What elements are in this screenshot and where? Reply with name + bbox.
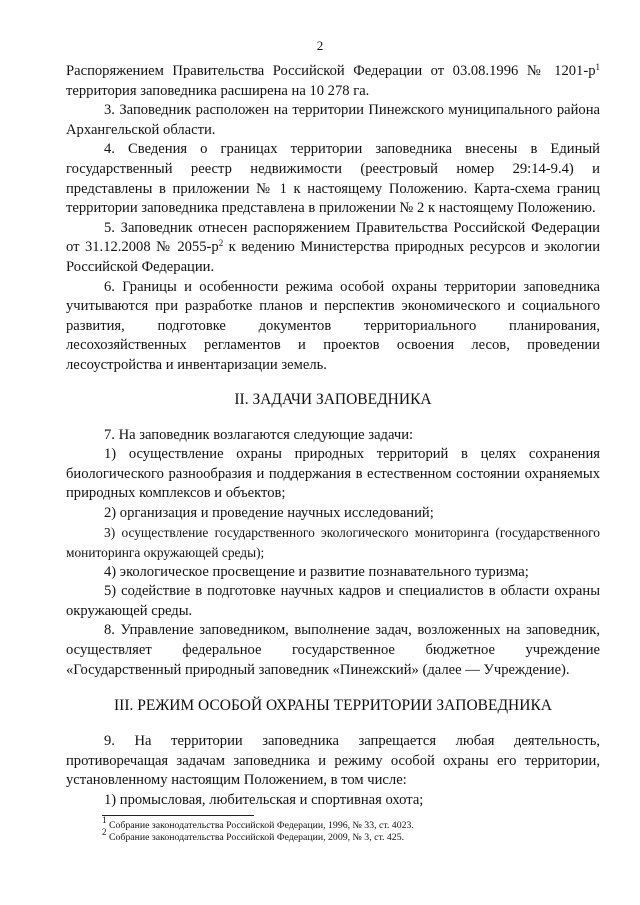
task-item-2: 2) организация и проведение научных исследований; <box>104 504 434 521</box>
document-body <box>66 62 600 811</box>
footnote-ref-2: 2 <box>218 238 224 249</box>
paragraph-5: 5. Заповедник отнесен распоряжением Правительства Российской Федерации от 31.12.2008 № $2055-р^2$ к ведению Министерства природных ресурсов и экологии Российской Федерации. <box>66 219 601 275</box>
paragraph-9: 9. На территории заповедника запрещается любая деятельность, противоречащая задачам заповедника и режиму особой охраны его территории, установленному настоящим Положением, в том числе: <box>66 733 600 789</box>
task-item-3: 3) осуществление государственного экологического мониторинга (государственного мониторинга окружающей среды); <box>66 525 600 561</box>
footnote-1: $^1$ Собрание законодательства Российской Федерации, 1996, № 33, ст. 4023. <box>102 815 414 831</box>
footnote-ref-1: 1 <box>595 62 600 72</box>
paragraph-3: 3. Заповедник расположен на территории Пинежского муниципального района Архангельской области. <box>66 102 600 138</box>
prohibition-item-1: 1) промысловая, любительская и спортивная охота; <box>104 792 424 808</box>
paragraph-8: 8. Управление заповедником, выполнение задач, возложенных на заповедник, осуществляет федеральное государственное бюджетное учреждение «Государственный природный заповедник «Пинежский» (далее — Учреждение). <box>66 622 600 678</box>
paragraph-6: 6. Границы и особенности режима особой охраны территории заповедника учитываются при разработке планов и перспектив экономического и социального развития, подготовке документов территориального планирования, лесохозяйственных регламентов и проектов освоения лесов, проведении лесоустройства и инвентаризации земель. <box>66 278 600 373</box>
task-item-1: 1) осуществление охраны природных территорий в целях сохранения биологического разнообразия и поддержания в естественном состоянии охраняемых природных комплексов и объектов; <box>66 446 600 502</box>
section-heading-tasks: II. ЗАДАЧИ ЗАПОВЕДНИКА <box>234 390 432 408</box>
task-item-5: 5) содействие в подготовке научных кадров и специалистов в области охраны окружающей среды. <box>66 583 600 619</box>
footnote-separator <box>102 815 254 816</box>
task-item-4: 4) экологическое просвещение и развитие познавательного туризма; <box>104 563 529 580</box>
paragraph-4: 4. Сведения о границах территории заповедника внесены в Единый государственный реестр недвижимости (реестровый номер 29:14-9.4) и представлены в приложении № 1 к настоящему Положению. Карта-схема границ территории заповедника представлена в приложении № 2 к настоящему Положению. <box>66 141 600 217</box>
footnote-2: $^2$ Собрание законодательства Российской Федерации, 2009, № 3, ст. 425. <box>102 827 405 843</box>
page-number: 2 <box>316 38 324 53</box>
paragraph-decree-1996: Распоряжением Правительства Российской Федерации от 03.08.1996 № $1201-р^1$ территория заповедника расширена на 10 278 га. <box>66 62 600 99</box>
paragraph-7: 7. На заповедник возлагаются следующие задачи: <box>104 426 414 443</box>
section-heading-protection-regime: III. РЕЖИМ ОСОБОЙ ОХРАНЫ ТЕРРИТОРИИ ЗАПОВЕДНИКА <box>114 697 552 715</box>
